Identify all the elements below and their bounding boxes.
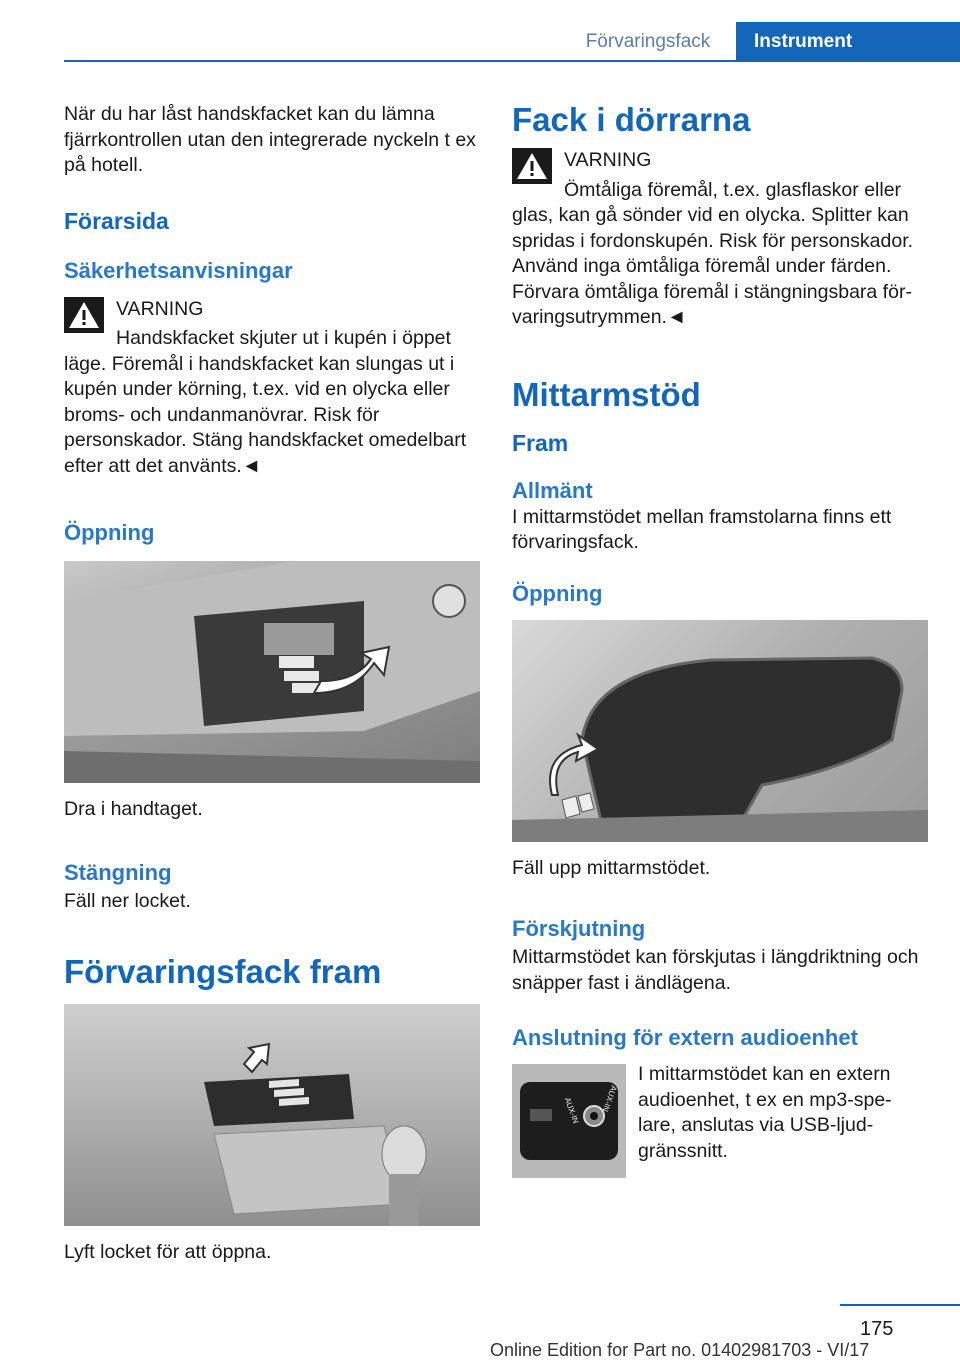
audio-block [512, 1062, 928, 1182]
heading-open: Öppning [64, 520, 155, 545]
aux-label-left: AUX-IN [562, 1096, 581, 1125]
usb-aux-port-illustration [512, 1064, 626, 1178]
heading-shift: Förskjutning [512, 916, 646, 941]
heading-open-armrest: Öppning [512, 580, 603, 606]
left-column [64, 100, 480, 1266]
shift-text: Mittarmstödet kan förskjutas i längdriktning och snäpper fast i ändlägena. [512, 946, 919, 994]
warning-block [64, 297, 480, 480]
front-storage-illustration [64, 1004, 480, 1226]
warning-title: VARNING [564, 149, 652, 171]
armrest-photo [512, 620, 928, 842]
heading-general: Allmänt [512, 477, 593, 503]
warning-text: Handskfacket skjuter ut i kupén i öppet läge. Föremål i handskfacket kan slungas ut i kupén under körning, t.ex. vid en olycka eller broms- och undanmanövrar. Risk för personskador. Stäng handskfacket omedelbart efter att det använts.◄ [64, 327, 467, 477]
section-tab: Förvaringsfack [585, 31, 711, 52]
aux-label-right: AUX-IN [600, 1084, 619, 1113]
glovebox-photo [64, 561, 480, 783]
heading-audio: Anslutning för extern audioenhet [512, 1025, 858, 1050]
heading-fram: Fram [512, 429, 569, 456]
header-rule [64, 60, 960, 62]
edition-note: Online Edition for Part no. 01402981703 - VI/17 [490, 1340, 870, 1360]
heading-armrest: Mittarmstöd [512, 375, 701, 413]
intro-text: När du har låst handskfacket kan du lämna fjärrkontrollen utan den integrerade nyckeln t ex på hotell. [64, 103, 476, 176]
warning-triangle-icon [64, 297, 104, 333]
close-text: Fäll ner locket. [64, 889, 191, 912]
warning-block-doors [512, 148, 928, 331]
front-storage-photo [64, 1004, 480, 1226]
audio-port-photo [512, 1064, 626, 1178]
heading-front-storage: Förvaringsfack fram [64, 953, 382, 990]
caption-armrest: Fäll upp mittarmstödet. [512, 856, 711, 879]
armrest-illustration [512, 620, 928, 842]
warning-triangle-icon [512, 148, 552, 184]
footer-rule [840, 1304, 960, 1306]
heading-safety: Säkerhetsanvisningar [64, 257, 293, 283]
right-column [512, 100, 928, 1182]
page-number: 175 [860, 1318, 894, 1340]
glovebox-illustration [64, 561, 480, 783]
chapter-tab: Instrument [736, 22, 960, 62]
general-text: I mittarmstödet mellan framstolarna finns ett förvaringsfack. [512, 505, 892, 553]
caption-open: Dra i handtaget. [64, 798, 203, 820]
heading-doors: Fack i dörrarna [512, 101, 751, 138]
heading-close: Stängning [64, 859, 172, 885]
audio-text: I mittarmstödet kan en extern audioenhet, t ex en mp3-spelare, anslutas via USB-ljudgränssnitt. [638, 1063, 892, 1162]
warning-text: Ömtåliga föremål, t.ex. glasflaskor eller glas, kan gå sönder vid en olycka. Splitter kan spridas i fordonskupén. Risk för personskador. Använd inga ömtåliga föremål under färden. Förvara ömtåliga föremål i stängningsbara förvaringsutrymmen.◄ [512, 178, 914, 328]
caption-front: Lyft locket för att öppna. [64, 1241, 272, 1263]
heading-forarsida: Förarsida [64, 207, 169, 234]
warning-title: VARNING [116, 297, 204, 320]
